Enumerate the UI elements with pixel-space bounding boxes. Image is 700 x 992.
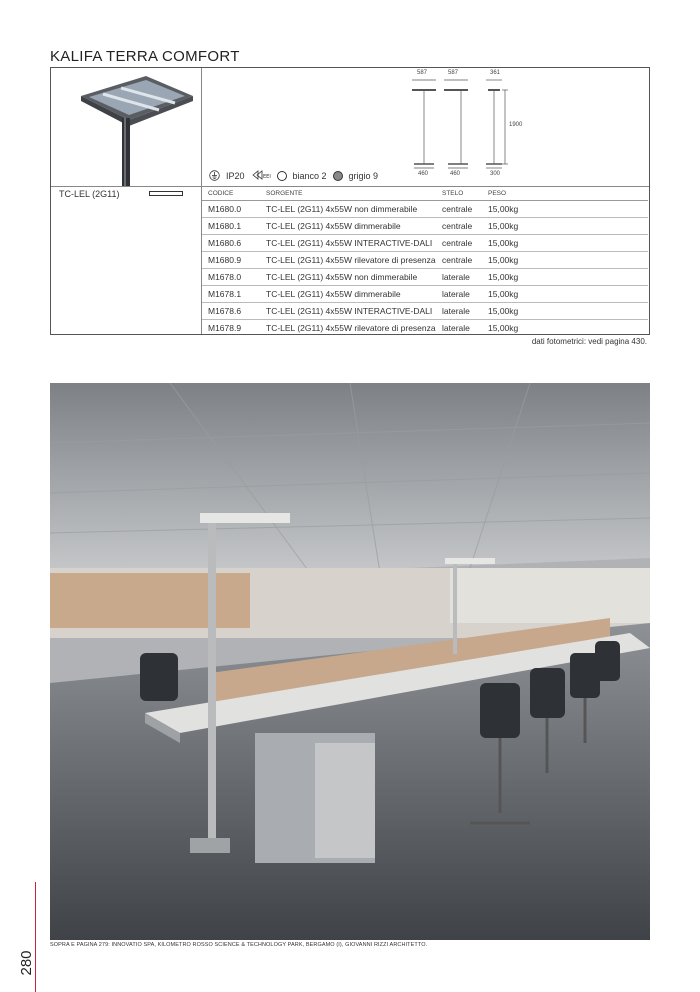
cell-source: TC-LEL (2G11) 4x55W INTERACTIVE-DALI bbox=[260, 303, 436, 320]
cell-code: M1678.1 bbox=[202, 286, 260, 303]
cell-weight: 15,00kg bbox=[488, 323, 519, 333]
cell-stem: laterale bbox=[436, 269, 482, 286]
cell-weight: 15,00kg bbox=[482, 201, 648, 218]
page-title: KALIFA TERRA COMFORT bbox=[50, 48, 240, 65]
dim-base-2: 460 bbox=[450, 171, 461, 177]
cell-weight: 15,00kg bbox=[482, 286, 648, 303]
color-swatch-grey bbox=[333, 171, 343, 181]
cell-source: TC-LEL (2G11) 4x55W non dimmerabile bbox=[260, 201, 436, 218]
table-row bbox=[202, 286, 648, 303]
dimension-drawings bbox=[406, 70, 546, 182]
table-row bbox=[202, 201, 648, 218]
color-label-white: bianco 2 bbox=[292, 171, 327, 181]
col-header-sorgente: SORGENTE bbox=[260, 186, 436, 201]
cell-code: M1678.9 bbox=[208, 323, 242, 333]
lamp-product-image bbox=[51, 68, 201, 186]
cell-stem: laterale bbox=[436, 303, 482, 320]
cell-stem: centrale bbox=[436, 235, 482, 252]
col-header-codice: CODICE bbox=[202, 186, 260, 201]
page-number: 280 bbox=[18, 950, 35, 976]
dim-width-2: 587 bbox=[448, 70, 459, 76]
cell-weight: 15,00kg bbox=[482, 303, 648, 320]
office-photo bbox=[50, 383, 650, 940]
cell-stem: centrale bbox=[436, 218, 482, 235]
cell-source: TC-LEL (2G11) 4x55W rilevatore di presenza bbox=[260, 252, 436, 269]
ip-rating: IP20 bbox=[226, 171, 245, 181]
table-row bbox=[202, 235, 648, 252]
dim-height: 1900 bbox=[509, 122, 523, 128]
energy-class-icon bbox=[251, 170, 271, 182]
col-header-peso: PESO bbox=[482, 186, 648, 201]
color-swatch-white bbox=[277, 171, 287, 181]
cell-source: TC-LEL (2G11) 4x55W dimmerabile bbox=[260, 218, 436, 235]
cell-weight: 15,00kg bbox=[482, 218, 648, 235]
dim-width-1: 587 bbox=[417, 70, 428, 76]
cell-code: M1680.6 bbox=[202, 235, 260, 252]
table-row bbox=[202, 252, 648, 269]
fluorescent-tube-icon bbox=[149, 191, 183, 196]
dim-base-1: 460 bbox=[418, 171, 429, 177]
cell-source: TC-LEL (2G11) 4x55W dimmerabile bbox=[260, 286, 436, 303]
cell-source: TC-LEL (2G11) 4x55W non dimmerabile bbox=[260, 269, 436, 286]
cell-weight: 15,00kg bbox=[482, 235, 648, 252]
cell-weight: 15,00kg bbox=[482, 252, 648, 269]
cell-source: TC-LEL (2G11) 4x55W rilevatore di presenza bbox=[266, 323, 436, 333]
cell-code: M1680.9 bbox=[202, 252, 260, 269]
color-label-grey: grigio 9 bbox=[348, 171, 379, 181]
cell-stem: centrale bbox=[436, 201, 482, 218]
cell-code: M1678.0 bbox=[202, 269, 260, 286]
cell-stem: laterale bbox=[436, 286, 482, 303]
table-row bbox=[202, 269, 648, 286]
cell-stem: centrale bbox=[436, 252, 482, 269]
svg-text:EEI: EEI bbox=[262, 174, 271, 180]
spec-box bbox=[50, 67, 650, 335]
dim-base-3: 300 bbox=[490, 171, 501, 177]
source-label: TC-LEL (2G11) bbox=[59, 189, 120, 199]
photo-caption: SOPRA E PAGINA 279: INNOVATIO SPA, KILOMETRO ROSSO SCIENCE & TECHNOLOGY PARK, BERGAMO (I), GIOVANNI RIZZI ARCHITETTO. bbox=[50, 942, 428, 948]
table-row bbox=[202, 303, 648, 320]
product-codes-table bbox=[202, 186, 648, 336]
cell-source: TC-LEL (2G11) 4x55W INTERACTIVE-DALI bbox=[260, 235, 436, 252]
earth-class-icon bbox=[209, 170, 220, 183]
cell-code: M1680.1 bbox=[202, 218, 260, 235]
cell-code: M1678.6 bbox=[202, 303, 260, 320]
cell-code: M1680.0 bbox=[202, 201, 260, 218]
properties-row bbox=[209, 169, 378, 183]
cell-stem: laterale bbox=[442, 323, 470, 333]
table-row bbox=[202, 218, 648, 235]
dimension-lines bbox=[406, 70, 546, 182]
col-header-stelo: STELO bbox=[436, 186, 482, 201]
dim-width-3: 361 bbox=[490, 70, 501, 76]
cell-weight: 15,00kg bbox=[482, 269, 648, 286]
table-row bbox=[202, 320, 648, 337]
photometric-note: dati fotometrici: vedi pagina 430. bbox=[531, 337, 647, 346]
